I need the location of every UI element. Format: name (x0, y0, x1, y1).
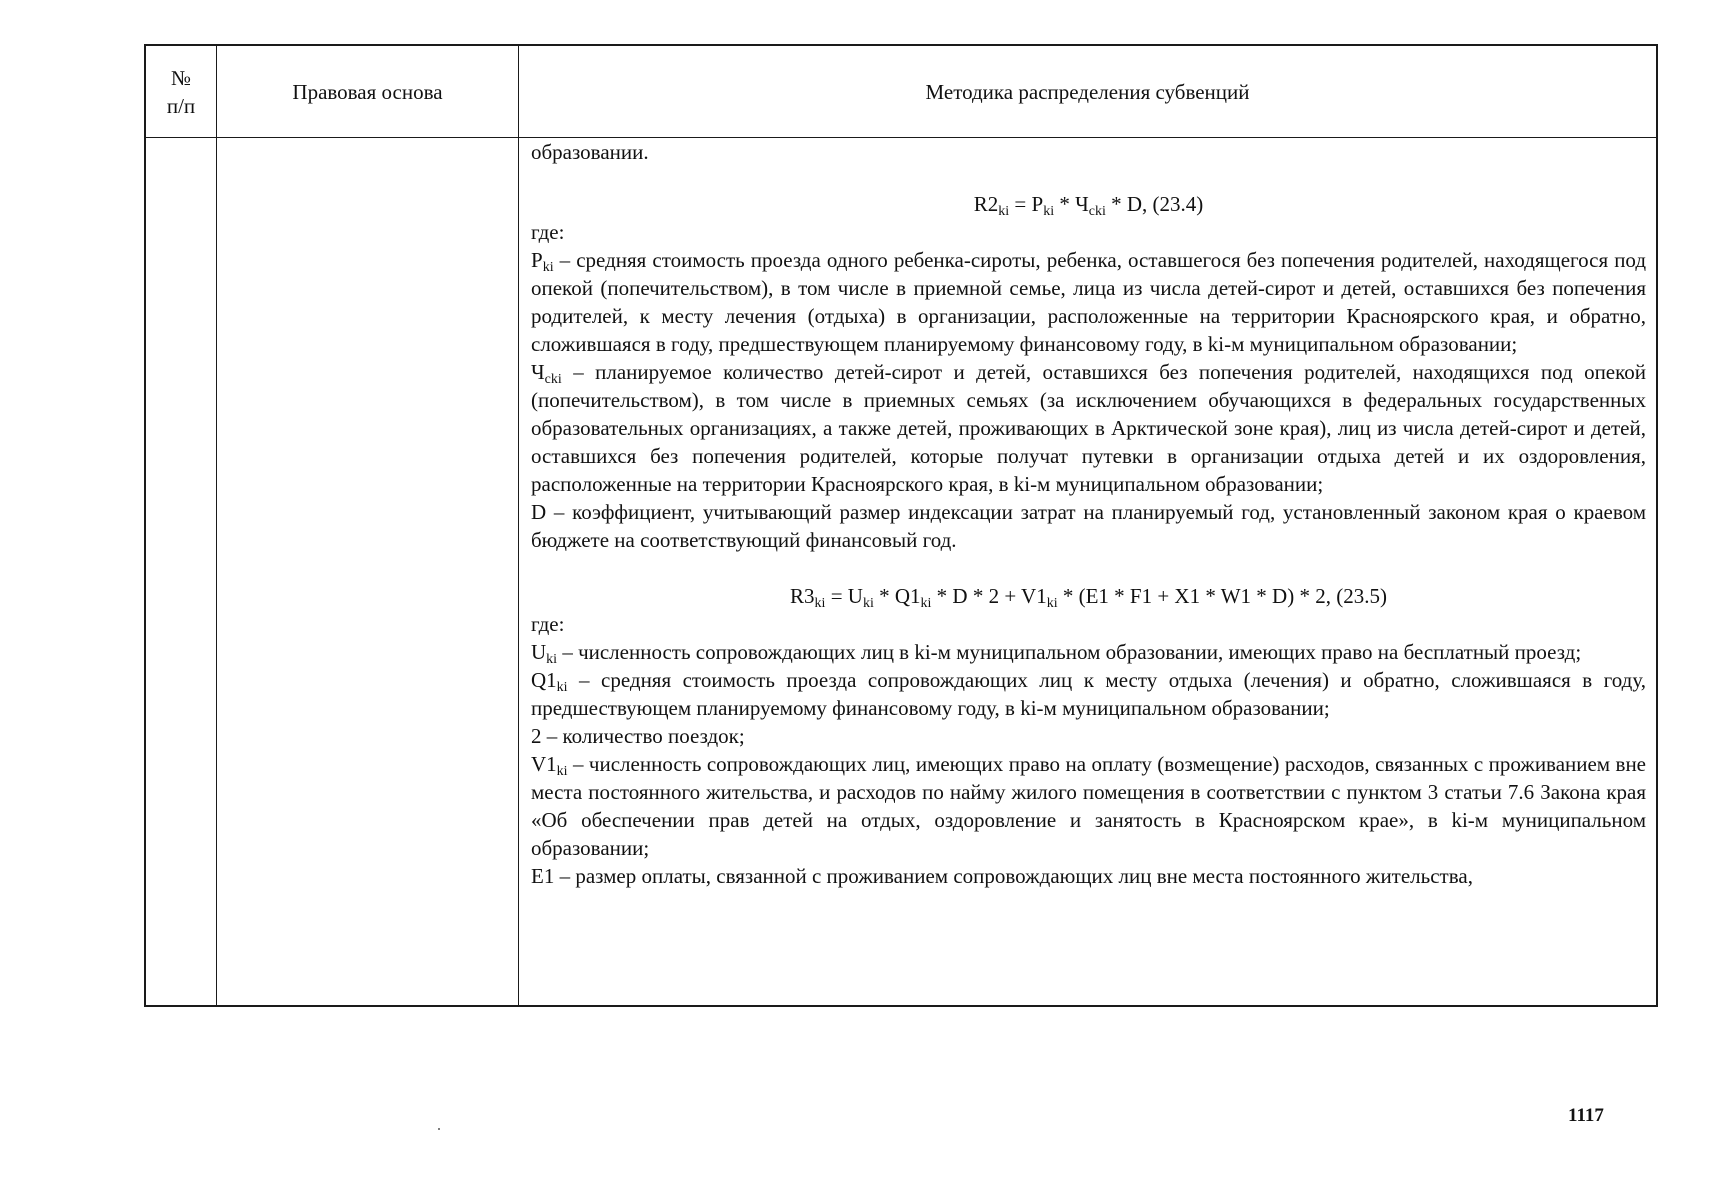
formula-sub: ki (998, 204, 1010, 219)
var-p: P (531, 248, 543, 272)
header-method (519, 46, 1656, 137)
formula-part: * Q1 (873, 584, 921, 608)
u-text: – численность сопровождающих лиц в ki-м муниципальном образовании, имеющих право на бесплатный проезд; (562, 640, 1582, 664)
header-legal-basis (217, 46, 518, 137)
formula-sub: ki (920, 596, 932, 611)
where-label: где: (531, 220, 565, 244)
v1-definition (531, 750, 1646, 862)
var-ch: Ч (531, 360, 545, 384)
page-number: 1117 (1568, 1105, 1604, 1126)
formula-mult: * Ч (1054, 192, 1089, 216)
formula-sub: cki (1088, 204, 1106, 219)
subvention-table (144, 44, 1658, 1007)
p-definition (531, 246, 1646, 358)
var-v1: V1 (531, 752, 557, 776)
var-sub: ki (546, 652, 558, 667)
header-number (146, 46, 216, 137)
column-divider (216, 46, 217, 1005)
method-content (531, 138, 1646, 890)
carry-text: образовании. (531, 140, 649, 164)
v1-text: – численность сопровождающих лиц, имеющих право на оплату (возмещение) расходов, связанных с проживанием вне места постоянного жительства, и расходов по найму жилого помещения в соответствии с пунктом 3 статьи 7.6 Закона края «Об обеспечении прав детей на отдых, оздоровление и занятость в Красноярском крае», в ki-м муниципальном образовании; (531, 752, 1646, 860)
ch-text: – планируемое количество детей-сирот и детей, оставшихся без попечения родителей, находящихся под опекой (попечительством), в том числе в приемных семьях (за исключением обучающихся в федеральных государственных образовательных организациях, а также детей, проживающих в Арктической зоне края), лиц из числа детей-сирот и детей, оставшихся без попечения родителей, которые получат путевки в организации отдыха детей и их оздоровления, расположенные на территории Красноярского края, в ki-м муниципальном образовании; (531, 360, 1646, 496)
formula-part: * (E1 * F1 + X1 * W1 * D) * 2, (23.5) (1057, 584, 1387, 608)
p-text: – средняя стоимость проезда одного ребенка-сироты, ребенка, оставшегося без попечения родителей, находящегося под опекой (попечительством), в том числе в приемной семье, лица из числа детей-сирот и детей, оставшихся без попечения родителей, к месту лечения (отдыха) в организации, расположенные на территории Красноярского края, и обратно, сложившаяся в году, предшествующем планируемому финансовому году, в ki-м муниципальном образовании; (531, 248, 1647, 356)
formula-r3: R3 (790, 584, 815, 608)
formula-sub: ki (862, 596, 874, 611)
formula-tail: * D, (23.4) (1105, 192, 1204, 216)
formula-sub: ki (814, 596, 826, 611)
var-q1: Q1 (531, 668, 557, 692)
formula-sub: ki (1046, 596, 1058, 611)
formula-sub: ki (1043, 204, 1055, 219)
scan-speck (438, 1128, 440, 1130)
header-legal-basis-label: Правовая основа (292, 79, 443, 104)
formula-eq: = P (1009, 192, 1044, 216)
e1-definition: E1 – размер оплаты, связанной с проживанием сопровождающих лиц вне места постоянного жительства, (531, 864, 1473, 888)
q1-definition (531, 666, 1646, 722)
where-label: где: (531, 612, 565, 636)
var-sub: cki (544, 372, 562, 387)
header-method-label: Методика распределения субвенций (925, 79, 1250, 104)
formula-23-4 (531, 190, 1646, 218)
formula-23-5 (531, 582, 1646, 610)
formula-part: = U (825, 584, 863, 608)
q1-text: – средняя стоимость проезда сопровождающих лиц к месту отдыха (лечения) и обратно, сложившаяся в году, предшествующем планируемому финансовому году, в ki-м муниципальном образовании; (531, 668, 1647, 720)
var-sub: ki (542, 260, 554, 275)
var-sub: ki (556, 764, 568, 779)
two-definition: 2 – количество поездок; (531, 724, 745, 748)
var-u: U (531, 640, 547, 664)
formula-r2: R2 (973, 192, 999, 216)
var-sub: ki (556, 680, 568, 695)
formula-part: * D * 2 + V1 (931, 584, 1047, 608)
d-definition: D – коэффициент, учитывающий размер индексации затрат на планируемый год, установленный законом края о краевом бюджете на соответствующий финансовый год. (531, 500, 1646, 552)
header-number-label: № п/п (166, 65, 196, 118)
ch-definition (531, 358, 1646, 498)
column-divider (518, 46, 519, 1005)
u-definition (531, 638, 1646, 666)
